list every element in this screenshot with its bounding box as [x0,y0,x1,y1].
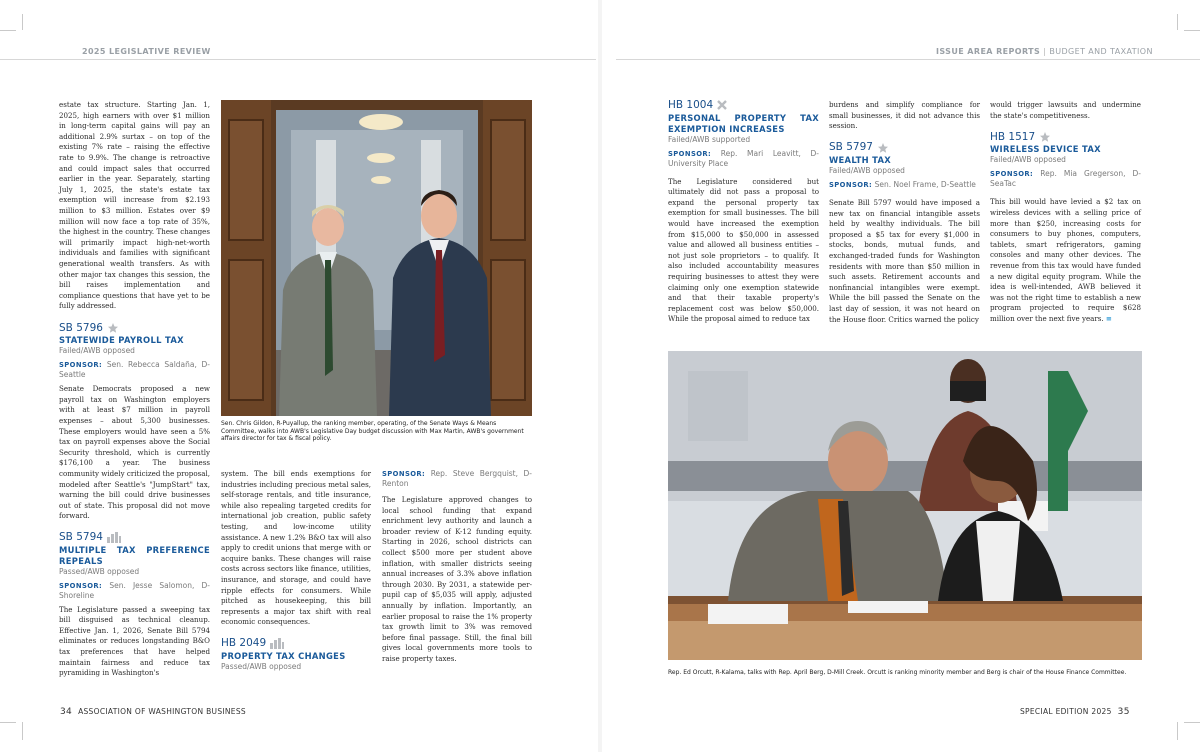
column-2 [829,100,980,331]
column-3 [990,100,1141,331]
sponsor-name: Rep. Steve Bergquist, D-Renton [382,469,532,488]
body-text: would trigger lawsuits and undermine the state's competitiveness. [990,100,1141,120]
body-text: Senate Democrats proposed a new payroll tax on Washington employers with at least $7 million in payroll expenses – about 5,300 businesses. These employers would have seen a 5% tax on payroll expenses above the Social Security threshold, which is currently $176,100 a year. The business community widely criticized the proposal, modeled after Seattle's "JumpStart" tax, warning the bill could drive businesses out of state. This proposal did not move forward. [59,384,210,521]
sponsor-name: Sen. Jesse Salomon, D-Shoreline [59,580,211,600]
sponsor-name: Sen. Rebecca Saldaña, D-Seattle [59,360,210,380]
body-text: Senate Bill 5797 would have imposed a new tax on financial intangible assets held by wealthy individuals. The bill proposed a $5 tax for every $1,000 in stocks, bonds, mutual funds, and exchanged-traded funds for Washington residents with more than $50 million in such assets. Retirement accounts and nonfinancial intangibles were exempt. While the bill passed the Senate on the last day of session, it was not heard on the House floor. Critics warned the policy [829,198,980,324]
column-3 [382,469,532,671]
bill-status: Failed/AWB supported [668,134,751,144]
bill-title: PROPERTY TAX CHANGES [221,650,346,661]
folio [60,707,246,717]
bill-status: Passed/AWB opposed [59,566,140,576]
sponsor-label: SPONSOR: [829,181,873,190]
body-text: The Legislature passed a sweeping tax bill disguised as technical cleanup. Effective Jan. 1, 2026, Senate Bill 5794 eliminates or reduces longstanding B&O tax preferences that have helped maintain fairness and reduce tax pyramiding in Washington's [59,604,210,678]
bill-number: HB 2049 [221,637,267,650]
sponsor-name: Rep. Mia Gregerson, D-SeaTac [990,169,1141,189]
x-mark-icon [717,100,727,110]
bill-hb1004 [668,100,819,169]
page-number: 35 [1117,707,1130,717]
folio [1020,707,1136,717]
bill-status: Failed/AWB opposed [990,155,1066,165]
column-2 [221,469,371,676]
body-text: This bill would have levied a $2 tax on wireless devices with a selling price of more than $250, increasing costs for consumers to buy phones, computers, tablets, smart refrigerators, gaming consoles and many other devices. The revenue from this tax would have funded a new digital equity program. While the idea is well-intended, AWB believed it was not the right time to establish a new program projected to require $628 million over the next five years. [990,197,1141,324]
star-icon [1039,131,1051,143]
sponsor-label: SPONSOR: [382,470,426,478]
bill-status: Failed/AWB opposed [59,346,135,356]
bill-title: STATEWIDE PAYROLL TAX [59,335,184,346]
bar-chart-icon [270,638,284,649]
running-head: ISSUE AREA REPORTS | BUDGET AND TAXATION [936,47,1153,56]
body-text: estate tax structure. Starting Jan. 1, 2025, high earners with over $1 million in long-term capital gains will pay an additional 2.9% surtax – on top of the existing 7% rate – raising the effective rate to 9.9%. The change is retroactive and could impact sales that occurred earlier in the year. Separately, starting July 1, 2025, the state's estate tax exemption will increase from $2.193 million to $3 million. Estates over $9 million will now face a top rate of 35%, the highest in the country. These changes will primarily impact high-net-worth individuals and families with significant generational wealth transfers. As with other major tax changes this session, the bill raises implementation and compliance questions that have yet to be fully addressed. [59,100,210,311]
bar-chart-icon [107,532,121,543]
bill-title: MULTIPLE TAX PREFERENCE REPEALS [59,544,210,566]
star-icon [877,142,889,154]
folio-text: ASSOCIATION OF WASHINGTON BUSINESS [78,707,246,716]
column-1 [668,100,819,331]
sponsor-label: SPONSOR: [990,170,1034,179]
photo-caption: Rep. Ed Orcutt, R-Kalama, talks with Rep. April Berg, D-Mill Creek. Orcutt is ranking minority member and Berg is chair of the House Finance Committee. [668,669,1127,676]
bill-status: Failed/AWB opposed [829,166,905,176]
body-text: system. The bill ends exemptions for industries including precious metal sales, self-storage rentals, and title insurance, while also repealing targeted credits for international job creation, public safety testing, and low-income utility assistance. A new 1.2% B&O tax will also apply to credit unions that merge with or acquire banks. These changes will raise costs across sectors like finance, utilities, insurance, and storage, and could have ripple effects for consumers. While pitched as housekeeping, this bill represents a major tax shift with real economic consequences. [221,469,371,627]
sponsor-name: Sen. Noel Frame, D-Seattle [874,180,976,190]
body-text: The Legislature considered but ultimately did not pass a proposal to expand the personal property tax exemption for small businesses. The bill would have increased the exemption from $15,000 to $50,000 in assessed value and allowed all business entities – not just sole proprietors – to qualify. It also included accountability measures requiring businesses to attest they were claiming only one exemption statewide and that their taxable property's replacement cost was below $50,000. While the proposal aimed to reduce tax [668,176,819,324]
sponsor-name: Rep. Mari Leavitt, D-University Place [668,148,819,168]
bill-title: PERSONAL PROPERTY TAX EXEMPTION INCREASES [668,112,819,134]
sponsor-label: SPONSOR: [668,149,712,158]
bill-number: SB 5796 [59,321,103,334]
running-head-section: ISSUE AREA REPORTS [936,47,1041,56]
photo-house-finance-committee [668,351,1142,660]
folio-text: SPECIAL EDITION 2025 [1020,707,1112,716]
running-head-topic: BUDGET AND TAXATION [1049,47,1153,56]
bill-sb5796 [59,322,210,380]
body-text: The Legislature approved changes to local school funding that expand enrichment levy authority and launch a broader review of K-12 funding equity. Starting in 2026, school districts can collect $500 more per student above inflation, with smaller districts seeing annual increases of 3.3% above inflation through 2030. By 2031, a statewide per-pupil cap of $5,035 will apply, adjusted annually by inflation. Importantly, an earlier proposal to raise the 1% property tax growth limit to 3% was removed before final passage. Still, the final bill gives local governments more tools to raise property taxes. [382,495,532,663]
bill-sb5794 [59,532,210,601]
sponsor-label: SPONSOR: [59,361,103,370]
bill-number: HB 1004 [668,99,714,111]
column-1 [59,100,210,685]
bill-title: WIRELESS DEVICE TAX [990,144,1101,155]
page-number: 34 [60,707,73,717]
bill-hb1517 [990,131,1141,189]
bill-hb2049-sponsor [382,469,532,489]
bill-number: HB 1517 [990,130,1036,143]
photo-caption: Sen. Chris Gildon, R-Puyallup, the ranking member, operating, of the Senate Ways & Means Committee, walks into AWB's Legislative Day budget discussion with Max Martin, AWB's government affairs director for tax & fiscal policy. [221,420,524,442]
photo-senator-walking [221,100,532,416]
left-page [0,0,598,752]
bill-number: SB 5794 [59,531,103,544]
end-mark-icon: ≡ [1105,314,1112,324]
bill-number: SB 5797 [829,141,873,154]
bill-sb5797 [829,142,980,190]
running-head: 2025 LEGISLATIVE REVIEW [82,47,211,56]
bill-status: Passed/AWB opposed [221,661,302,671]
bill-title: WEALTH TAX [829,155,892,166]
body-text: burdens and simplify compliance for small businesses, it did not advance this session. [829,100,980,131]
sponsor-label: SPONSOR: [59,581,103,590]
bill-hb2049 [221,638,371,672]
right-page [602,0,1200,752]
star-icon [107,322,119,334]
